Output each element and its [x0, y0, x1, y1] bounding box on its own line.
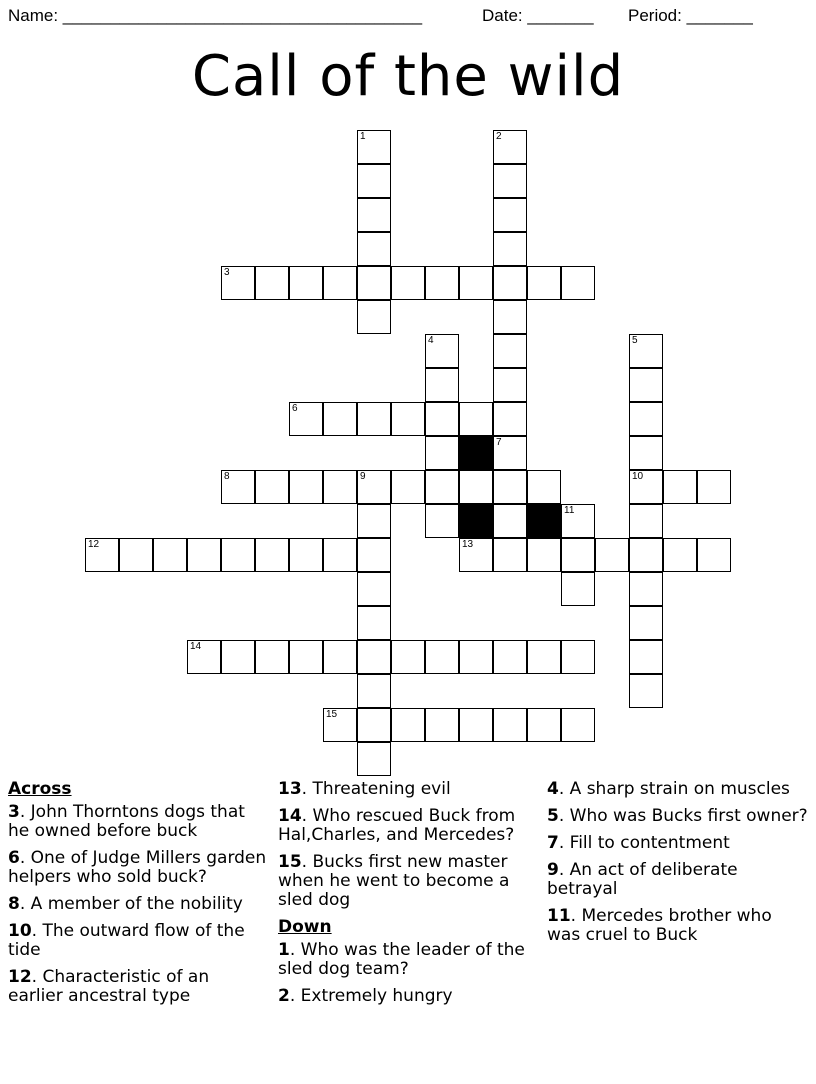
grid-cell[interactable]: [357, 470, 391, 504]
clue-text: Fill to contentment: [569, 833, 730, 853]
grid-cell[interactable]: [323, 266, 357, 300]
grid-cell[interactable]: [357, 708, 391, 742]
clues-column-1: [8, 780, 268, 1014]
grid-cell[interactable]: [255, 538, 289, 572]
grid-cell[interactable]: [357, 130, 391, 164]
clue-number: 4: [547, 779, 559, 799]
grid-cell[interactable]: [493, 266, 527, 300]
grid-cell[interactable]: [289, 402, 323, 436]
grid-cell[interactable]: [527, 708, 561, 742]
clue-text: Who was the leader of the sled dog team?: [278, 940, 525, 979]
clue-down-1: 1. Who was the leader of the sled dog team?: [278, 940, 525, 979]
clue-number: 1: [278, 940, 290, 960]
grid-cell[interactable]: [221, 640, 255, 674]
clue-number: 7: [547, 833, 559, 853]
grid-cell[interactable]: [323, 402, 357, 436]
grid-cell[interactable]: [493, 708, 527, 742]
clue-text: John Thorntons dogs that he owned before buck: [8, 802, 245, 841]
grid-cell[interactable]: [493, 640, 527, 674]
grid-cell[interactable]: [357, 742, 391, 776]
clue-text: The outward flow of the tide: [8, 921, 245, 960]
cell-number: 15: [326, 709, 338, 720]
name-field-label: Name: ______________________________________: [8, 6, 423, 25]
grid-cell[interactable]: [493, 130, 527, 164]
grid-cell[interactable]: [323, 708, 357, 742]
grid-cell[interactable]: [357, 606, 391, 640]
grid-cell[interactable]: [561, 640, 595, 674]
clues-column-2: [278, 780, 538, 1014]
grid-cell[interactable]: [527, 640, 561, 674]
grid-cell[interactable]: [425, 504, 459, 538]
clue-across-6: 6. One of Judge Millers garden helpers who sold buck?: [8, 848, 267, 887]
clue-text: A sharp strain on muscles: [569, 779, 790, 799]
clue-text: A member of the nobility: [30, 894, 243, 914]
date-field-label: Date: _______: [482, 6, 594, 25]
grid-cell[interactable]: [595, 538, 629, 572]
clue-down-5: 5. Who was Bucks first owner?: [547, 806, 808, 826]
page-title: Call of the wild: [191, 44, 625, 109]
grid-cell[interactable]: [391, 640, 425, 674]
grid-cell[interactable]: [425, 470, 459, 504]
grid-cell[interactable]: [425, 640, 459, 674]
grid-cell[interactable]: [493, 538, 527, 572]
grid-cell[interactable]: [527, 266, 561, 300]
grid-cell[interactable]: [85, 538, 119, 572]
grid-cell[interactable]: [493, 164, 527, 198]
clue-number: 10: [8, 921, 32, 941]
clue-across-15: 15. Bucks first new master when he went to become a sled dog: [278, 852, 510, 910]
clue-across-10: 10. The outward flow of the tide: [8, 921, 245, 960]
grid-cell[interactable]: [561, 538, 595, 572]
clue-number: 11: [547, 906, 571, 926]
grid-cell[interactable]: [357, 674, 391, 708]
grid-cell[interactable]: [391, 470, 425, 504]
grid-cell[interactable]: [323, 538, 357, 572]
grid-cell[interactable]: [663, 470, 697, 504]
grid-cell[interactable]: [289, 538, 323, 572]
grid-cell[interactable]: [459, 470, 493, 504]
clue-text: Extremely hungry: [300, 986, 453, 1006]
cell-number: 5: [632, 335, 638, 346]
clue-down-2: 2. Extremely hungry: [278, 986, 453, 1006]
grid-cell[interactable]: [629, 402, 663, 436]
grid-cell[interactable]: [357, 640, 391, 674]
cell-number: 3: [224, 267, 230, 278]
grid-cell[interactable]: [629, 334, 663, 368]
clue-text: Mercedes brother who was cruel to Buck: [547, 906, 772, 945]
clue-number: 6: [8, 848, 20, 868]
grid-cell[interactable]: [561, 708, 595, 742]
grid-cell[interactable]: [323, 640, 357, 674]
grid-cell[interactable]: [357, 266, 391, 300]
grid-cell[interactable]: [493, 198, 527, 232]
clue-text: Threatening evil: [312, 779, 451, 799]
clue-number: 13: [278, 779, 302, 799]
grid-cell[interactable]: [357, 232, 391, 266]
grid-cell[interactable]: [493, 436, 527, 470]
clue-number: 12: [8, 967, 32, 987]
cell-number: 10: [632, 471, 644, 482]
grid-cell[interactable]: [425, 334, 459, 368]
clue-text: Bucks first new master when he went to become a sled dog: [278, 852, 510, 910]
clue-text: Who rescued Buck from Hal,Charles, and Mercedes?: [278, 806, 516, 845]
clue-across-14: 14. Who rescued Buck from Hal,Charles, and Mercedes?: [278, 806, 516, 845]
grid-cell[interactable]: [493, 300, 527, 334]
clue-text: An act of deliberate betrayal: [547, 860, 738, 899]
grid-cell[interactable]: [425, 368, 459, 402]
clues-column-3: [547, 780, 809, 953]
black-cell: [459, 504, 493, 538]
grid-cell[interactable]: [357, 572, 391, 606]
grid-cell[interactable]: [493, 470, 527, 504]
grid-cell[interactable]: [221, 266, 255, 300]
grid-cell[interactable]: [629, 470, 663, 504]
cell-number: 12: [88, 539, 100, 550]
grid-cell[interactable]: [493, 402, 527, 436]
cell-number: 14: [190, 641, 202, 652]
grid-cell[interactable]: [493, 334, 527, 368]
grid-cell[interactable]: [357, 504, 391, 538]
grid-cell[interactable]: [663, 538, 697, 572]
grid-cell[interactable]: [357, 538, 391, 572]
clue-text: Characteristic of an earlier ancestral type: [8, 967, 210, 1006]
grid-cell[interactable]: [391, 266, 425, 300]
cell-number: 9: [360, 471, 366, 482]
grid-cell[interactable]: [459, 402, 493, 436]
black-cell: [527, 504, 561, 538]
grid-cell[interactable]: [221, 470, 255, 504]
clue-number: 9: [547, 860, 559, 880]
clue-number: 2: [278, 986, 290, 1006]
grid-cell[interactable]: [357, 300, 391, 334]
clue-down-7: 7. Fill to contentment: [547, 833, 730, 853]
grid-cell[interactable]: [697, 470, 731, 504]
grid-cell[interactable]: [425, 402, 459, 436]
grid-cell[interactable]: [357, 164, 391, 198]
grid-cell[interactable]: [289, 470, 323, 504]
clue-number: 8: [8, 894, 20, 914]
grid-cell[interactable]: [629, 606, 663, 640]
grid-cell[interactable]: [459, 538, 493, 572]
grid-cell[interactable]: [289, 640, 323, 674]
grid-cell[interactable]: [629, 538, 663, 572]
grid-cell[interactable]: [255, 470, 289, 504]
cell-number: 8: [224, 471, 230, 482]
cell-number: 4: [428, 335, 434, 346]
grid-cell[interactable]: [425, 436, 459, 470]
clue-number: 14: [278, 806, 302, 826]
cell-number: 13: [462, 539, 474, 550]
grid-cell[interactable]: [629, 572, 663, 606]
clue-across-12: 12. Characteristic of an earlier ancestral type: [8, 967, 210, 1006]
clue-number: 15: [278, 852, 302, 872]
grid-cell[interactable]: [527, 538, 561, 572]
grid-cell[interactable]: [425, 708, 459, 742]
clue-across-8: 8. A member of the nobility: [8, 894, 243, 914]
grid-cell[interactable]: [357, 198, 391, 232]
grid-cell[interactable]: [221, 538, 255, 572]
grid-cell[interactable]: [527, 470, 561, 504]
grid-cell[interactable]: [629, 368, 663, 402]
grid-cell[interactable]: [357, 402, 391, 436]
grid-cell[interactable]: [561, 572, 595, 606]
cell-number: 1: [360, 131, 366, 142]
clue-down-11: 11. Mercedes brother who was cruel to Buck: [547, 906, 772, 945]
grid-cell[interactable]: [425, 266, 459, 300]
cell-number: 2: [496, 131, 502, 142]
clue-number: 5: [547, 806, 559, 826]
grid-cell[interactable]: [459, 640, 493, 674]
grid-cell[interactable]: [629, 674, 663, 708]
across-heading: Across: [8, 779, 72, 799]
clue-across-3: 3. John Thorntons dogs that he owned before buck: [8, 802, 245, 841]
grid-cell[interactable]: [187, 640, 221, 674]
period-field-label: Period: _______: [628, 6, 753, 25]
clue-down-4: 4. A sharp strain on muscles: [547, 779, 790, 799]
grid-cell[interactable]: [493, 232, 527, 266]
clue-text: One of Judge Millers garden helpers who sold buck?: [8, 848, 267, 887]
grid-cell[interactable]: [697, 538, 731, 572]
grid-cell[interactable]: [629, 436, 663, 470]
grid-cell[interactable]: [391, 708, 425, 742]
down-heading: Down: [278, 917, 332, 937]
grid-cell[interactable]: [629, 504, 663, 538]
clue-across-13: 13. Threatening evil: [278, 779, 451, 799]
grid-cell[interactable]: [119, 538, 153, 572]
grid-cell[interactable]: [323, 470, 357, 504]
grid-cell[interactable]: [391, 402, 425, 436]
grid-cell[interactable]: [289, 266, 323, 300]
grid-cell[interactable]: [459, 266, 493, 300]
clue-number: 3: [8, 802, 20, 822]
grid-cell[interactable]: [255, 266, 289, 300]
grid-cell[interactable]: [459, 708, 493, 742]
grid-cell[interactable]: [561, 504, 595, 538]
grid-cell[interactable]: [493, 368, 527, 402]
cell-number: 11: [564, 505, 575, 516]
grid-cell[interactable]: [153, 538, 187, 572]
cell-number: 7: [496, 437, 502, 448]
grid-cell[interactable]: [629, 640, 663, 674]
clue-text: Who was Bucks first owner?: [569, 806, 808, 826]
grid-cell[interactable]: [561, 266, 595, 300]
clue-down-9: 9. An act of deliberate betrayal: [547, 860, 738, 899]
cell-number: 6: [292, 403, 298, 414]
grid-cell[interactable]: [187, 538, 221, 572]
grid-cell[interactable]: [493, 504, 527, 538]
grid-cell[interactable]: [255, 640, 289, 674]
black-cell: [459, 436, 493, 470]
